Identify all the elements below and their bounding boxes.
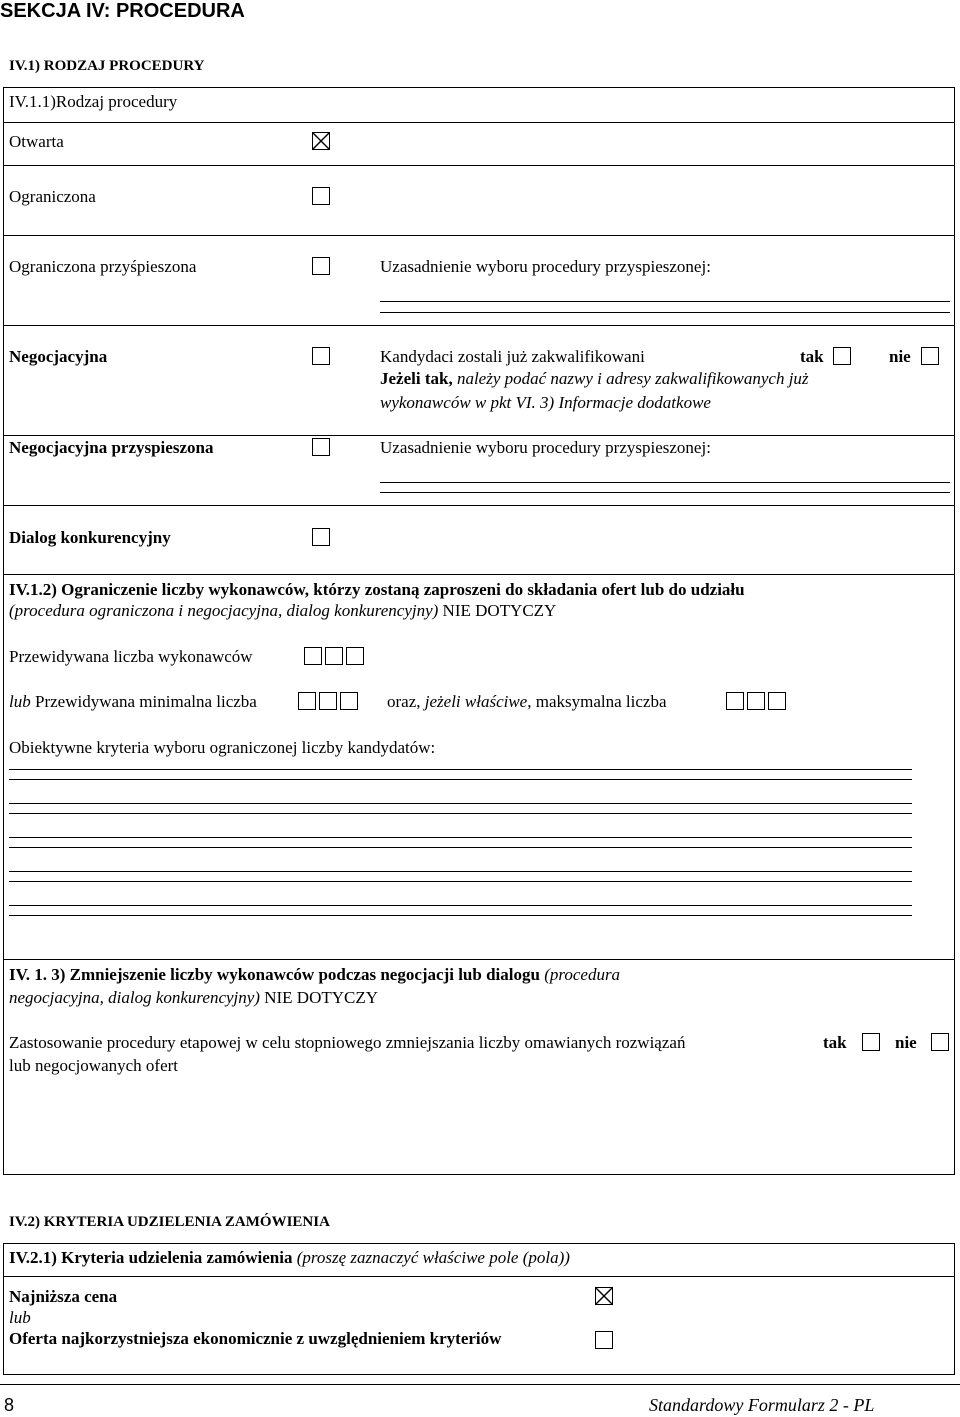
criteria-line[interactable] (9, 813, 912, 814)
row-divider (3, 165, 954, 166)
justification-line[interactable] (380, 301, 950, 302)
negocjacyjna-przyspieszona-checkbox[interactable] (312, 438, 330, 456)
iv13-subtitle: negocjacyjna, dialog konkurencyjny) NIE DOTYCZY (9, 988, 379, 1007)
iv12-subtitle: (procedura ograniczona i negocjacyjna, dialog konkurencyjny) NIE DOTYCZY (9, 601, 557, 620)
iv2-lub: lub (9, 1308, 31, 1327)
option-otwarta-label: Otwarta (9, 132, 64, 151)
form-name: Standardowy Formularz 2 - PL (649, 1395, 875, 1415)
iv1-heading: IV.1) RODZAJ PROCEDURY (9, 58, 205, 74)
option-dialog-label: Dialog konkurencyjny (9, 528, 171, 547)
option-negocjacyjna-przyspieszona-label: Negocjacyjna przyspieszona (9, 438, 214, 457)
lowest-price-checkbox[interactable] (595, 1287, 613, 1305)
iv2-heading: IV.2) KRYTERIA UDZIELENIA ZAMÓWIENIA (9, 1214, 330, 1230)
row-divider (3, 122, 954, 123)
justification-line[interactable] (380, 482, 950, 483)
iv21-heading: IV.2.1) Kryteria udzielenia zamówienia (proszę zaznaczyć właściwe pole (pola)) (9, 1248, 570, 1267)
negocjacyjna-checkbox[interactable] (312, 347, 330, 365)
frame-left (3, 574, 4, 960)
justification-label-2: Uzasadnienie wyboru procedury przyspieszonej: (380, 438, 711, 457)
candidates-tak-checkbox[interactable] (833, 347, 851, 365)
criteria-line[interactable] (9, 905, 912, 906)
iv13-title: IV. 1. 3) Zmniejszenie liczby wykonawców podczas negocjacji lub dialogu (procedura (9, 965, 621, 984)
justification-label-1: Uzasadnienie wyboru procedury przyspieszonej: (380, 257, 711, 276)
expected-count-field[interactable] (304, 647, 367, 665)
criteria-line[interactable] (9, 779, 912, 780)
iv13-tak-label: tak (823, 1033, 847, 1052)
jezeli-tak-note: Jeżeli tak, należy podać nazwy i adresy zakwalifikowanych już (380, 369, 809, 388)
frame-right (954, 574, 955, 960)
row-divider (3, 325, 954, 326)
candidates-nie-checkbox[interactable] (921, 347, 939, 365)
iv13-question-line1: Zastosowanie procedury etapowej w celu stopniowego zmniejszania liczby omawianych rozwiązań (9, 1033, 686, 1052)
expected-min-label: lub Przewidywana minimalna liczba (9, 692, 257, 711)
frame-left (3, 87, 4, 575)
footer-rule (0, 1384, 960, 1385)
row-divider (3, 435, 954, 436)
criteria-line[interactable] (9, 915, 912, 916)
frame-left (3, 959, 4, 1175)
frame-bottom (3, 1174, 955, 1175)
criteria-line[interactable] (9, 769, 912, 770)
check-cross-icon (312, 132, 330, 150)
frame-right (954, 959, 955, 1175)
option-ograniczona-label: Ograniczona (9, 187, 96, 206)
max-count-label: oraz, jeżeli właściwe, maksymalna liczba (387, 692, 667, 711)
expected-count-label: Przewidywana liczba wykonawców (9, 647, 253, 666)
iv13-nie-checkbox[interactable] (931, 1033, 949, 1051)
criteria-line[interactable] (9, 847, 912, 848)
criteria-label: Obiektywne kryteria wyboru ograniczonej liczby kandydatów: (9, 738, 436, 757)
frame-right (954, 87, 955, 575)
option-ograniczona-przyspieszona-label: Ograniczona przyśpieszona (9, 257, 197, 276)
criteria-line[interactable] (9, 871, 912, 872)
candidates-nie-label: nie (889, 347, 911, 366)
dialog-checkbox[interactable] (312, 528, 330, 546)
row-divider (3, 1276, 955, 1277)
criteria-line[interactable] (9, 837, 912, 838)
lowest-price-label: Najniższa cena (9, 1287, 118, 1306)
row-divider (3, 574, 955, 575)
iv13-nie-label: nie (895, 1033, 917, 1052)
jezeli-tak-note-line2: wykonawców w pkt VI. 3) Informacje dodatkowe (380, 393, 711, 412)
row-divider (3, 505, 954, 506)
expected-min-field[interactable] (298, 692, 361, 710)
section-title: SEKCJA IV: PROCEDURA (0, 0, 245, 22)
iv13-question-line2: lub negocjowanych ofert (9, 1056, 178, 1075)
row-divider (3, 235, 954, 236)
ograniczona-checkbox[interactable] (312, 187, 330, 205)
row-divider (3, 959, 955, 960)
frame-top (3, 87, 955, 88)
page-number: 8 (4, 1395, 15, 1415)
check-cross-icon (595, 1287, 613, 1305)
otwarta-checkbox[interactable] (312, 132, 330, 150)
candidates-qualified-label: Kandydaci zostali już zakwalifikowani (380, 347, 645, 366)
justification-line[interactable] (380, 312, 950, 313)
best-offer-label: Oferta najkorzystniejsza ekonomicznie z uwzględnieniem kryteriów (9, 1329, 502, 1348)
max-count-field[interactable] (726, 692, 789, 710)
option-negocjacyjna-label: Negocjacyjna (9, 347, 108, 366)
criteria-line[interactable] (9, 803, 912, 804)
justification-line[interactable] (380, 492, 950, 493)
iv12-title: IV.1.2) Ograniczenie liczby wykonawców, którzy zostaną zaproszeni do składania ofert lub do udziału (9, 580, 745, 599)
iv11-heading: IV.1.1)Rodzaj procedury (9, 92, 178, 111)
criteria-line[interactable] (9, 881, 912, 882)
ograniczona-przyspieszona-checkbox[interactable] (312, 257, 330, 275)
candidates-tak-label: tak (800, 347, 824, 366)
iv13-tak-checkbox[interactable] (862, 1033, 880, 1051)
best-offer-checkbox[interactable] (595, 1331, 613, 1349)
